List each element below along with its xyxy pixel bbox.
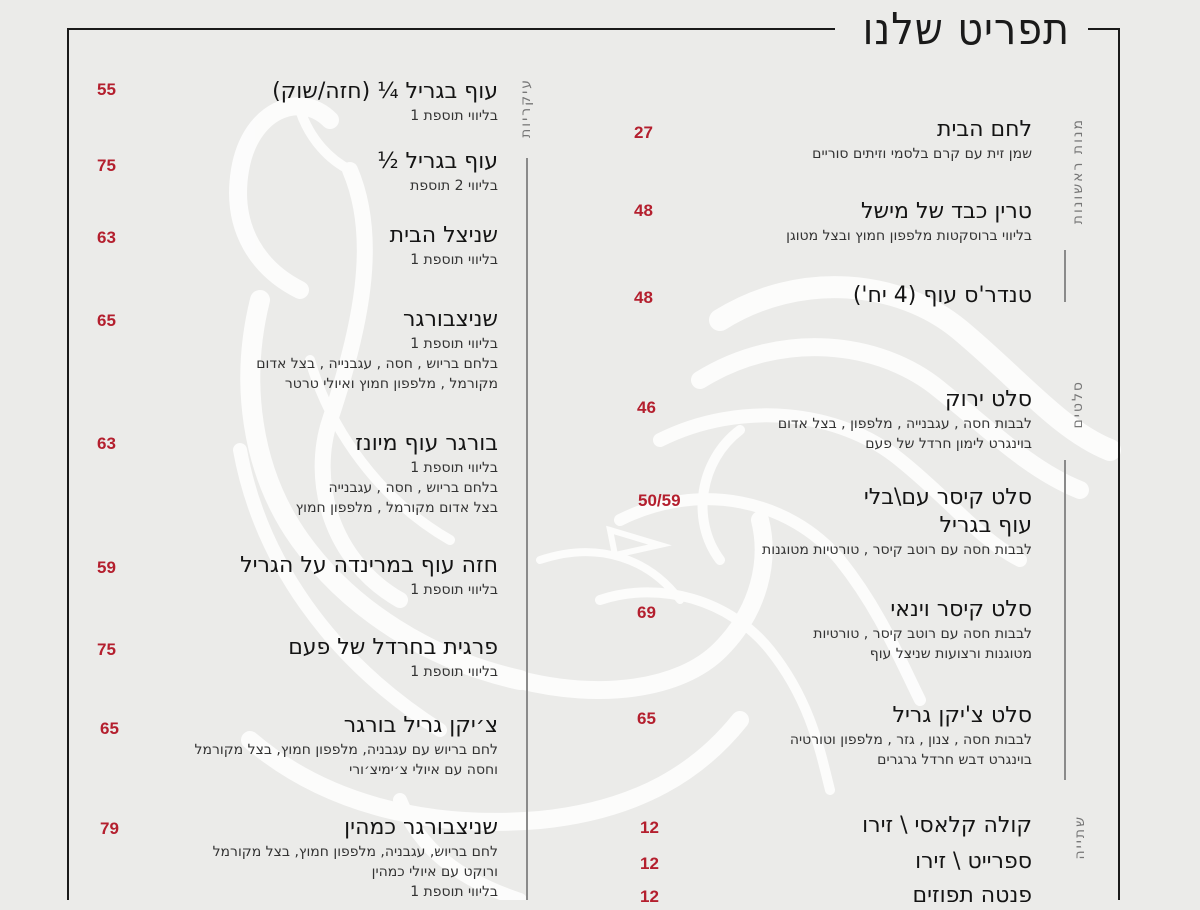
item-desc: ורוקט עם איולי כמהין: [371, 864, 498, 880]
item-desc: לבבות חסה , צנון , גזר , מלפפון וטורטיה: [789, 732, 1032, 748]
item-desc: שמן זית עם קרם בלסמי וזיתים סוריים: [812, 146, 1032, 162]
item-name: סלט קיסר וינאי: [890, 597, 1032, 622]
item-price: 12: [640, 818, 659, 837]
item-price: 46: [637, 398, 656, 417]
item-name: שניצל הבית: [389, 223, 498, 248]
item-name: עוף בגריל ½: [377, 149, 498, 174]
item-price: 63: [97, 228, 116, 247]
item-price: 12: [640, 854, 659, 873]
menu-item: [98, 78, 498, 126]
frame-top-left: [67, 28, 835, 30]
item-desc: בלחם בריוש , חסה , עגבנייה , בצל אדום: [256, 356, 498, 372]
menu-item: [98, 148, 498, 196]
item-desc: לבבות חסה עם רוטב קיסר , טורטיות מטוגנות: [762, 542, 1032, 558]
item-desc: בליווי תוספת 1: [410, 108, 498, 124]
menu-item: [672, 198, 1032, 246]
item-desc: בליווי תוספת 1: [410, 460, 498, 476]
menu-item: [672, 882, 1032, 910]
menu-item: [672, 596, 1032, 664]
menu-item: [78, 552, 498, 600]
item-desc: מטוגנות ורצועות שניצל עוף: [869, 646, 1032, 662]
menu-item: [672, 848, 1032, 876]
item-name: טרין כבד של מישל: [861, 199, 1032, 224]
item-price: 65: [97, 311, 116, 330]
menu-item: [672, 812, 1032, 840]
item-name: לחם הבית: [937, 117, 1032, 142]
item-name: שניצבורגר: [403, 307, 498, 332]
frame-left: [67, 28, 69, 900]
item-price: 63: [97, 434, 116, 453]
item-desc: בליווי תוספת 1: [410, 664, 498, 680]
item-name: חזה עוף במרינדה על הגריל: [240, 553, 498, 578]
item-desc: בליווי תוספת 1: [410, 884, 498, 900]
item-name: פרגית בחרדל של פעם: [288, 635, 498, 660]
section-divider-starters: [1064, 250, 1066, 302]
menu-item: [98, 222, 498, 270]
item-name: עוף בגריל ¼ (חזה/שוק): [272, 79, 498, 104]
item-price: 55: [97, 80, 116, 99]
menu-item: [672, 116, 1032, 164]
frame-right: [1118, 28, 1120, 900]
item-name: סלט ירוק: [945, 387, 1032, 412]
item-desc: וחסה עם איולי צ׳ימיצ׳ורי: [349, 762, 498, 778]
item-desc: בליווי ברוסקטות מלפפון חמוץ ובצל מטוגן: [786, 228, 1032, 244]
item-desc: לבבות חסה עם רוטב קיסר , טורטיות: [813, 626, 1032, 642]
item-desc: מקורמל , מלפפון חמוץ ואיולי טרטר: [284, 376, 498, 392]
section-divider-main: [526, 158, 528, 900]
section-label-drinks: שתייה: [1072, 815, 1088, 860]
item-price: 12: [640, 887, 659, 906]
item-desc: בליווי תוספת 1: [410, 252, 498, 268]
item-name: סלט צ'יקן גריל: [892, 703, 1032, 728]
page-title: תפריט שלנו: [862, 4, 1070, 55]
menu-item: [672, 282, 1032, 310]
item-name: פנטה תפוזים: [912, 883, 1032, 908]
item-price: 27: [634, 123, 653, 142]
item-name-line2: עוף בגריל: [939, 513, 1032, 538]
item-desc: לחם בריוש, עגבניה, מלפפון חמוץ, בצל מקורמל: [212, 844, 498, 860]
section-label-salads: סלטים: [1070, 380, 1086, 429]
item-name: טנדר'ס עוף (4 יח'): [852, 283, 1032, 308]
menu-item: [78, 634, 498, 682]
item-name: ספרייט \ זירו: [915, 849, 1032, 874]
item-name: סלט קיסר עם\בלי: [863, 485, 1032, 510]
frame-top-right: [1088, 28, 1120, 30]
menu-item: [78, 712, 498, 780]
item-desc: בוינגרט לימון חרדל של פעם: [865, 436, 1032, 452]
item-desc: לחם בריוש עם עגבניה, מלפפון חמוץ, בצל מקורמל: [194, 742, 498, 758]
item-price: 59: [97, 558, 116, 577]
item-price: 50/59: [638, 491, 681, 510]
item-price: 48: [634, 201, 653, 220]
menu-item: [78, 430, 498, 518]
item-price: 48: [634, 288, 653, 307]
menu-item: [672, 702, 1032, 770]
item-desc: בלחם בריוש , חסה , עגבנייה: [328, 480, 498, 496]
section-divider-salads: [1064, 460, 1066, 780]
item-name: צ׳יקן גריל בורגר: [343, 713, 498, 738]
section-label-starters: מנות ראשונות: [1070, 118, 1086, 225]
section-label-main: עיקריות: [518, 78, 534, 138]
item-desc: לבבות חסה , עגבנייה , מלפפון , בצל אדום: [777, 416, 1032, 432]
item-desc: בליווי תוספת 1: [410, 336, 498, 352]
item-price: 65: [100, 719, 119, 738]
menu-item: [78, 306, 498, 394]
item-price: 69: [637, 603, 656, 622]
menu-item: [672, 386, 1032, 454]
item-name: קולה קלאסי \ זירו: [862, 813, 1032, 838]
item-desc: בליווי 2 תוספת: [410, 178, 498, 194]
item-price: 75: [97, 640, 116, 659]
item-name: שניצבורגר כמהין: [344, 815, 498, 840]
menu-item: [672, 484, 1032, 560]
item-desc: בליווי תוספת 1: [410, 582, 498, 598]
item-price: 65: [637, 709, 656, 728]
item-desc: בצל אדום מקורמל , מלפפון חמוץ: [295, 500, 498, 516]
menu-item: [78, 814, 498, 902]
item-price: 79: [100, 819, 119, 838]
item-price: 75: [97, 156, 116, 175]
item-name: בורגר עוף מיונז: [355, 431, 498, 456]
item-desc: בוינגרט דבש חרדל גרגרים: [877, 752, 1032, 768]
